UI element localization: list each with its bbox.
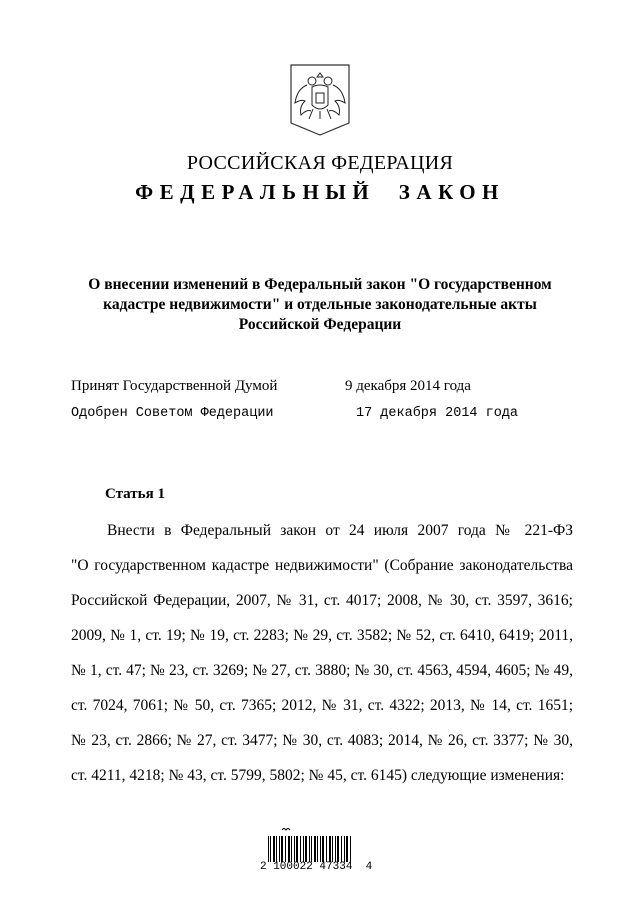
council-label: Одобрен Советом Федерации	[71, 406, 274, 421]
article-text-line: 2009, № 1, ст. 19; № 19, ст. 2283; № 29, ст. 3582; № 52, ст. 6410, 6419; 2011,	[71, 627, 573, 644]
duma-date: 9 декабря 2014 года	[345, 378, 471, 394]
article-text-line: Внести в Федеральный закон от 24 июля 2007 года № 221-ФЗ	[107, 522, 573, 539]
title-line: О внесении изменений в Федеральный закон "О государственном	[88, 276, 552, 293]
council-date: 17 декабря 2014 года	[356, 406, 519, 421]
law-title	[60, 275, 580, 335]
country-name: РОССИЙСКАЯ ФЕДЕРАЦИЯ	[186, 152, 454, 174]
article-text-line: ст. 7024, 7061; № 50, ст. 7365; 2012, № 31, ст. 4322; 2013, № 14, ст. 1651;	[71, 697, 573, 714]
article-heading: Статья 1	[105, 486, 165, 502]
coat-of-arms-icon	[289, 63, 351, 137]
barcode-number: 2 100022 47334 4	[260, 861, 373, 873]
law-type: ФЕДЕРАЛЬНЫЙ ЗАКОН	[135, 180, 505, 204]
duma-label: Принят Государственной Думой	[71, 378, 278, 394]
article-text-line: ст. 4211, 4218; № 43, ст. 5799, 5802; № 45, ст. 6145) следующие изменения:	[71, 767, 565, 784]
article-text-line: "О государственном кадастре недвижимости" (Собрание законодательства	[71, 557, 573, 574]
article-text-line: № 23, ст. 2866; № 27, ст. 3477; № 30, ст. 4083; 2014, № 26, ст. 3377; № 30,	[71, 732, 573, 749]
barcode	[268, 826, 352, 862]
title-line: Российской Федерации	[238, 316, 402, 333]
article-text-line: Российской Федерации, 2007, № 31, ст. 4017; 2008, № 30, ст. 3597, 3616;	[71, 592, 573, 609]
article-text-line: № 1, ст. 47; № 23, ст. 3269; № 27, ст. 3880; № 30, ст. 4563, 4594, 4605; № 49,	[71, 662, 573, 679]
title-line: кадастре недвижимости" и отдельные законодательные акты	[103, 296, 537, 313]
